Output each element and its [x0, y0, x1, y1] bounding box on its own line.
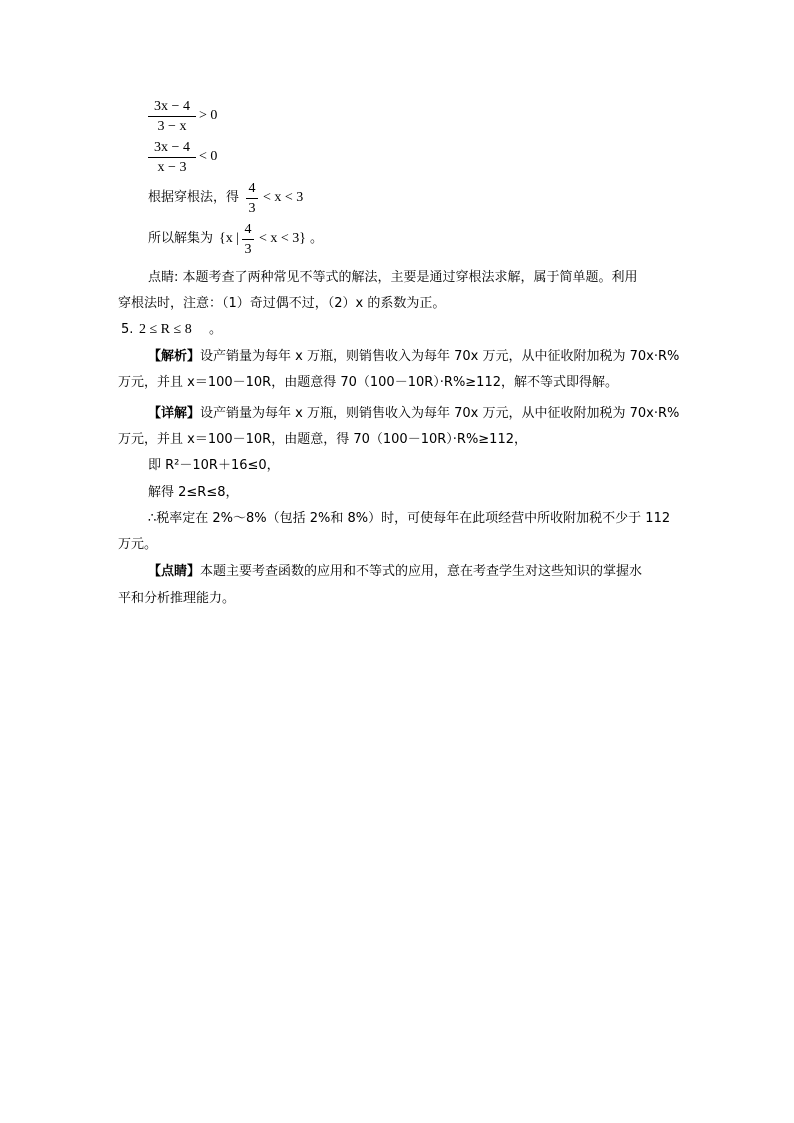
xiangjie-line: 设产销量为每年 x 万瓶，则销售收入为每年 70x 万元，从中征收附加税为 70x·R%	[200, 406, 680, 421]
solution-set-prefix: 所以解集为	[148, 231, 214, 246]
fraction-numerator: 3x − 4	[154, 140, 190, 155]
fraction-numerator: 3x − 4	[154, 99, 190, 114]
chuan-gen-relation: < x < 3	[263, 190, 304, 205]
xiangjie-line: 解得 2≤R≤8，	[148, 485, 239, 500]
dianjing2-tag: 【点睛】	[148, 564, 201, 579]
jiexi-tag: 【解析】	[148, 349, 201, 364]
xiangjie-line: ∴税率定在 2%～8%（包括 2%和 8%）时，可使每年在此项经营中所收附加税不少于 112	[148, 511, 671, 526]
chuan-gen-prefix: 根据穿根法，得	[148, 190, 240, 205]
question-number: 5.	[121, 322, 134, 337]
fraction-4-over-3: 4 3	[242, 221, 254, 258]
jiexi-paragraph	[148, 348, 679, 366]
jiexi-line: 万元，并且 x＝100－10R，由题意得 70（100－10R）·R%≥112，解不等式即得解。	[118, 375, 618, 390]
xiangjie-line: 万元，并且 x＝100－10R，由题意，得 70（100－10R）·R%≥112，	[118, 432, 527, 447]
inequality-relation: < 0	[199, 149, 218, 164]
dianjing2-line: 本题主要考查函数的应用和不等式的应用，意在考查学生对这些知识的掌握水	[200, 564, 643, 579]
fraction-bar	[148, 157, 196, 158]
inequality-relation: > 0	[199, 108, 218, 123]
dianjing-paragraph-line: 点睛: 本题考查了两种常见不等式的解法，主要是通过穿根法求解，属于简单题。利用	[148, 270, 638, 285]
dianjing-paragraph-line: 穿根法时，注意：（1）奇过偶不过，（2）x 的系数为正。	[118, 296, 446, 311]
xiangjie-line: 即 R²－10R＋16≤0，	[148, 458, 280, 473]
fraction-3x-4-over-3-x	[148, 98, 196, 135]
solution-set-relation: < x < 3}	[259, 231, 307, 246]
fraction-denominator: x − 3	[157, 160, 187, 175]
fraction-3x-4-over-x-3	[148, 139, 196, 176]
solution-set-suffix: 。	[310, 231, 324, 246]
question-answer: 2 ≤ R ≤ 8	[139, 322, 192, 337]
xiangjie-line: 万元。	[118, 537, 158, 552]
dianjing2-paragraph	[148, 563, 642, 581]
fraction-4-over-3: 4 3	[246, 180, 258, 217]
fraction-bar	[148, 116, 196, 117]
xiangjie-tag: 【详解】	[148, 406, 201, 421]
xiangjie-paragraph	[148, 405, 679, 423]
jiexi-line: 设产销量为每年 x 万瓶，则销售收入为每年 70x 万元，从中征收附加税为 70x·R%	[200, 349, 680, 364]
dianjing2-line: 平和分析推理能力。	[118, 591, 236, 606]
fraction-denominator: 3 − x	[157, 119, 187, 134]
question-answer-end: 。	[209, 322, 223, 337]
solution-set-open: {x |	[219, 231, 240, 246]
